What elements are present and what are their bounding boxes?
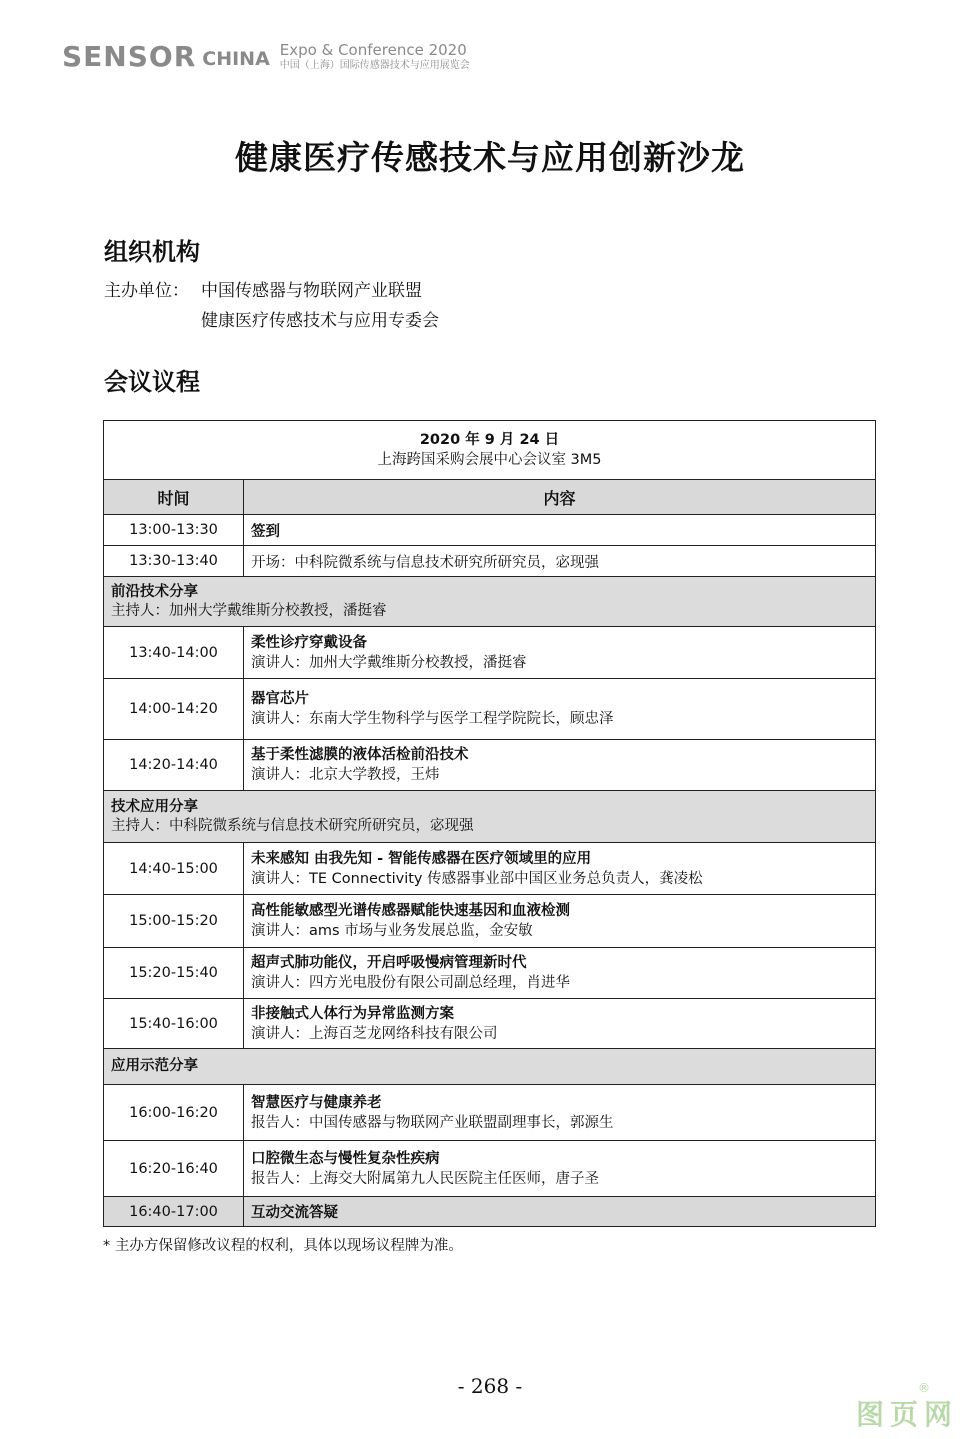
talk-title: 器官芯片: [251, 691, 309, 707]
talk-speaker: 演讲人：上海百芝龙网络科技有限公司: [251, 1025, 498, 1042]
row-time: 16:00-16:20: [104, 1085, 244, 1141]
talk-title: 智慧医疗与健康养老: [251, 1094, 382, 1111]
logo-sensor: SENSOR: [62, 39, 197, 73]
page-title: 健康医疗传感技术与应用创新沙龙: [235, 138, 745, 177]
row-time: 13:00-13:30: [104, 515, 244, 546]
logo-expo: [280, 41, 470, 72]
table-row: [104, 843, 876, 895]
org-line-1: 中国传感器与物联网产业联盟: [201, 281, 422, 301]
agenda-table: [103, 420, 876, 1227]
row-time: 16:20-16:40: [104, 1141, 244, 1197]
talk-speaker: 演讲人：东南大学生物科学与医学工程学院院长，顾忠泽: [251, 711, 614, 727]
section-title: 应用示范分享: [111, 1058, 198, 1074]
row-time: 13:30-13:40: [104, 546, 244, 577]
row-content: [244, 948, 876, 999]
row-content: [244, 1085, 876, 1141]
table-row: [104, 895, 876, 948]
section-cell: [104, 577, 876, 627]
row-content: [244, 895, 876, 948]
date-cell: [104, 421, 876, 480]
logo-expo-en: Expo & Conference 2020: [279, 40, 467, 59]
table-row: [104, 515, 876, 546]
logo-expo-cn: 中国（上海）国际传感器技术与应用展览会: [279, 59, 470, 71]
registered-mark-icon: ®: [918, 1381, 930, 1395]
talk-speaker: 演讲人：ams 市场与业务发展总监，金安敏: [251, 923, 533, 939]
table-row: [104, 948, 876, 999]
row-time: 15:00-15:20: [104, 895, 244, 948]
talk-speaker: 演讲人：四方光电股份有限公司副总经理，肖进华: [251, 975, 570, 991]
talk-title: 柔性诊疗穿戴设备: [251, 634, 367, 651]
row-content: [244, 999, 876, 1049]
agenda-heading: 会议议程: [104, 368, 200, 396]
table-row: [104, 679, 876, 740]
section-host: 主持人：中科院微系统与信息技术研究所研究员，宓现强: [111, 817, 474, 834]
table-row: [104, 1197, 876, 1227]
page-number: - 268 -: [457, 1374, 523, 1398]
org-line-2: 健康医疗传感技术与应用专委会: [201, 311, 439, 331]
section-row: [104, 791, 876, 843]
table-header-date: [104, 421, 876, 480]
talk-speaker: 演讲人：加州大学戴维斯分校教授，潘挺睿: [251, 654, 527, 671]
org-label: 主办单位：: [104, 281, 189, 301]
row-content: [244, 1141, 876, 1197]
row-content: [244, 679, 876, 740]
column-header-row: [104, 480, 876, 515]
section-row: [104, 577, 876, 627]
talk-speaker: 报告人：上海交大附属第九人民医院主任医师，唐子圣: [251, 1170, 599, 1187]
talk-speaker: 报告人：中国传感器与物联网产业联盟副理事长，郭源生: [251, 1114, 614, 1131]
talk-speaker: 演讲人：北京大学教授，王炜: [251, 767, 440, 783]
row-title: 签到: [244, 515, 876, 546]
section-host: 主持人：加州大学戴维斯分校教授，潘挺睿: [111, 602, 387, 619]
section-row: [104, 1049, 876, 1085]
row-content: [244, 627, 876, 679]
section-title: 技术应用分享: [111, 798, 198, 815]
talk-title: 超声式肺功能仪，开启呼吸慢病管理新时代: [251, 955, 527, 971]
row-time: 14:20-14:40: [104, 740, 244, 791]
table-row: [104, 1141, 876, 1197]
table-row: [104, 627, 876, 679]
table-row: [104, 999, 876, 1049]
org-heading: 组织机构: [104, 238, 200, 266]
talk-title: 高性能敏感型光谱传感器赋能快速基因和血液检测: [251, 903, 570, 919]
row-content: [244, 843, 876, 895]
talk-title: 口腔微生态与慢性复杂性疾病: [251, 1150, 440, 1167]
col-time: 时间: [104, 480, 244, 515]
footnote: * 主办方保留修改议程的权利，具体以现场议程牌为准。: [103, 1238, 463, 1254]
logo-china: CHINA: [202, 48, 270, 70]
col-content: 内容: [244, 480, 876, 515]
watermark: 图页网: [855, 1398, 958, 1431]
talk-title: 非接触式人体行为异常监测方案: [251, 1005, 454, 1022]
row-time: 15:40-16:00: [104, 999, 244, 1049]
row-title: 互动交流答疑: [244, 1197, 876, 1227]
row-text: 开场：中科院微系统与信息技术研究所研究员，宓现强: [244, 546, 876, 577]
row-content: [244, 740, 876, 791]
table-row: [104, 546, 876, 577]
row-time: 13:40-14:00: [104, 627, 244, 679]
section-cell: [104, 791, 876, 843]
row-time: 16:40-17:00: [104, 1197, 244, 1227]
meeting-venue: 上海跨国采购会展中心会议室 3M5: [377, 452, 602, 468]
meeting-date: 2020 年 9 月 24 日: [419, 432, 560, 448]
table-row: [104, 740, 876, 791]
row-time: 14:40-15:00: [104, 843, 244, 895]
talk-speaker: 演讲人：TE Connectivity 传感器事业部中国区业务总负责人，龚凌松: [251, 870, 703, 887]
table-row: [104, 1085, 876, 1141]
row-time: 15:20-15:40: [104, 948, 244, 999]
row-time: 14:00-14:20: [104, 679, 244, 740]
section-title: 前沿技术分享: [111, 583, 198, 600]
talk-title: 未来感知 由我先知 - 智能传感器在医疗领域里的应用: [251, 850, 592, 867]
section-cell: [104, 1049, 876, 1085]
event-logo: [62, 36, 470, 76]
talk-title: 基于柔性滤膜的液体活检前沿技术: [251, 747, 469, 763]
